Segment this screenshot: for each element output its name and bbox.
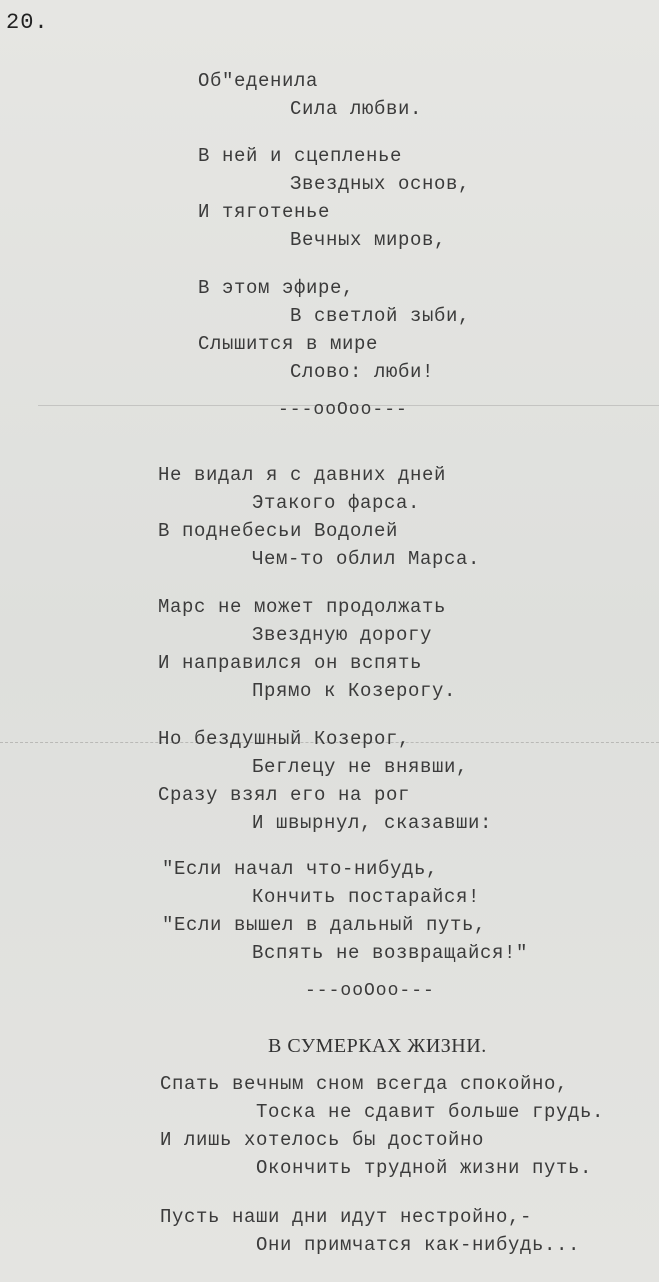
poem-line: Звездных основ, — [290, 173, 471, 195]
section-separator: ---ooOoo--- — [278, 400, 408, 420]
poem-line: В поднебесьи Водолей — [158, 520, 399, 542]
poem-line: Сразу взял его на рог — [158, 784, 411, 806]
poem-line: "Если вышел в дальный путь, — [162, 914, 487, 936]
poem-line: В светлой зыби, — [290, 305, 471, 327]
poem-title: В СУМЕРКАХ ЖИЗНИ. — [268, 1035, 487, 1057]
poem-line: Не видал я с давних дней — [158, 464, 447, 486]
poem-line: Пусть наши дни идут нестройно,- — [160, 1206, 533, 1228]
section-separator: ---ooOoo--- — [305, 981, 435, 1001]
poem-line: Они примчатся как-нибудь... — [256, 1234, 581, 1256]
poem-line: Вечных миров, — [290, 229, 447, 251]
poem-line: И лишь хотелось бы достойно — [160, 1129, 485, 1151]
poem-line: Но бездушный Козерог, — [158, 728, 411, 750]
poem-line: Спать вечным сном всегда спокойно, — [160, 1073, 569, 1095]
poem-line: Тоска не сдавит больше грудь. — [256, 1101, 605, 1123]
poem-line: Марс не может продолжать — [158, 596, 447, 618]
poem-line: Этакого фарса. — [252, 492, 421, 514]
poem-line: Вспять не возвращайся!" — [252, 942, 529, 964]
poem-line: И швырнул, сказавши: — [252, 812, 493, 834]
poem-line: И тяготенье — [198, 201, 331, 223]
page-number: 20. — [6, 10, 49, 35]
poem-line: Слово: люби! — [290, 361, 435, 383]
poem-line: В ней и сцепленье — [198, 145, 403, 167]
poem-line: Беглецу не внявши, — [252, 756, 469, 778]
poem-line: Кончить постарайся! — [252, 886, 481, 908]
poem-line: Слышится в мире — [198, 333, 379, 355]
poem-line: Прямо к Козерогу. — [252, 680, 457, 702]
poem-line: Чем-то облил Марса. — [252, 548, 481, 570]
poem-line: "Если начал что-нибудь, — [162, 858, 439, 880]
poem-line: И направился он вспять — [158, 652, 423, 674]
poem-line: Об"еденила — [198, 70, 319, 92]
poem-line: В этом эфире, — [198, 277, 355, 299]
poem-line: Сила любви. — [290, 98, 423, 120]
poem-line: Звездную дорогу — [252, 624, 433, 646]
poem-line: Окончить трудной жизни путь. — [256, 1157, 593, 1179]
